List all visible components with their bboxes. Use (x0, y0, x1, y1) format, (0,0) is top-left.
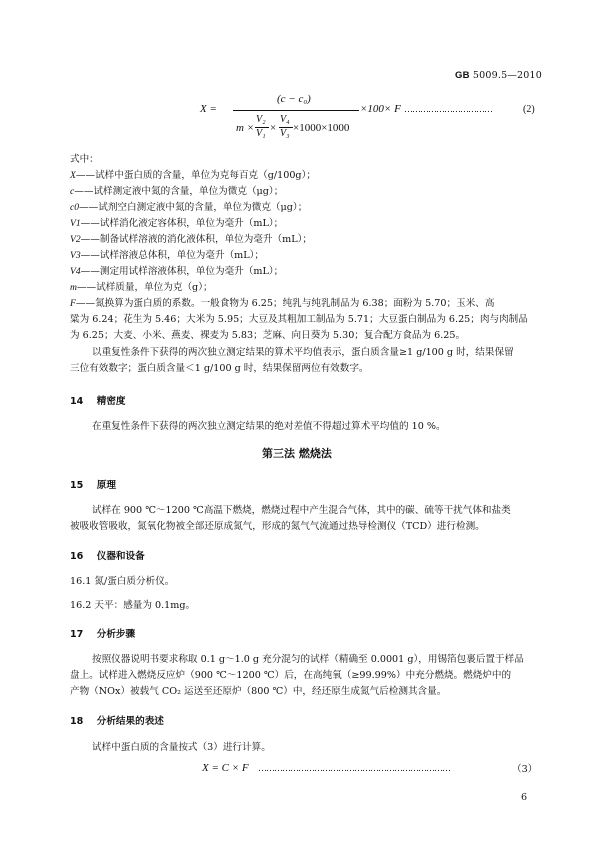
section-17-line: 按照仪器说明书要求称取 0.1 g～1.0 g 充分混匀的试样（精确至 0.0001 g），用锡箔包裹后置于样品 (92, 654, 524, 665)
formula-3-dots: ……………………………………………………………… (258, 763, 450, 773)
definition-F (70, 296, 494, 311)
formula-3-expression: X = C × F (202, 762, 249, 774)
where-label: 式中： (70, 154, 99, 165)
standard-code: 5009.5—2010 (472, 70, 543, 81)
section-15-line: 试样在 900 ℃～1200 ℃高温下燃烧，燃烧过程中产生混合气体，其中的碳、硫等干扰气体和盐类 (92, 505, 511, 516)
definition-symbol: V1 (70, 218, 81, 229)
formula-3-number: （3） (512, 764, 538, 775)
definition-text: ——试剂空白测定液中氮的含量，单位为微克（μg）； (79, 202, 308, 213)
section-17-line: 产物（NOx）被载气 CO₂ 运送至还原炉（800 ℃）中，经还原生成氮气后检测其含量。 (70, 686, 447, 697)
section-title: 原理 (96, 480, 116, 491)
section-title: 分析步骤 (96, 629, 136, 640)
definition-text: ——试样溶液总体积，单位为毫升（mL）； (80, 250, 265, 261)
definition-X (70, 168, 316, 183)
formula2-numerator: (c − c₀) (277, 93, 311, 105)
section-16-1: 16.1 氮/蛋白质分析仪。 (70, 576, 175, 587)
definition-c0 (70, 200, 307, 215)
section-16-2: 16.2 天平：感量为 0.1mg。 (70, 600, 196, 611)
section-number: 16 (70, 551, 84, 562)
definition-text: ——试样质量，单位为克（g）； (76, 282, 213, 293)
section-number: 15 (70, 480, 84, 491)
definition-c (70, 184, 283, 199)
definition-symbol: c0 (70, 202, 80, 213)
definition-V1 (70, 216, 283, 231)
section-17-line: 盘上。试样进入燃烧反应炉（900 ℃～1200 ℃）后，在高纯氧（≥99.99%）中充分燃烧。燃烧炉中的 (70, 670, 512, 681)
section-17-heading (70, 626, 135, 640)
definition-V3 (70, 248, 264, 263)
definition-symbol: m (70, 282, 77, 293)
section-number: 14 (70, 396, 84, 407)
section-title: 仪器和设备 (96, 551, 145, 562)
formula2-v3: V₃ (280, 128, 290, 139)
method-3-title: 第三法 燃烧法 (262, 447, 332, 460)
section-18-text: 试样中蛋白质的含量按式（3）进行计算。 (92, 742, 271, 753)
formula2-main-fraction-bar (233, 110, 359, 111)
formula2-dots: …………………………… (404, 104, 492, 114)
formula2-denominator-m: m × (236, 122, 255, 134)
definition-symbol: V4 (70, 266, 81, 277)
formula2-denominator-tail: ×1000×1000 (293, 122, 350, 134)
section-15-line: 被吸收管吸收，氮氧化物被全部还原成氮气，形成的氮气气流通过热导检测仪（TCD）进行检测。 (70, 521, 485, 532)
section-title: 分析结果的表述 (96, 716, 164, 727)
standard-prefix: GB (455, 70, 470, 81)
definition-symbol: F (70, 298, 76, 309)
section-title: 精密度 (96, 396, 126, 407)
definition-text: ——试样中蛋白质的含量，单位为克每百克（g/100g）； (75, 170, 316, 181)
formula2-times: × (270, 122, 277, 134)
page-number: 6 (521, 792, 528, 803)
formula2-v2: V₂ (256, 114, 266, 125)
standard-number (455, 70, 542, 81)
definition-V4 (70, 264, 283, 279)
definition-text: ——制备试样溶液的消化液体积，单位为毫升（mL）； (80, 234, 312, 245)
formula2-v1: V₁ (256, 128, 266, 139)
definition-text: ——试样测定液中氮的含量，单位为微克（μg）； (74, 186, 284, 197)
formula2-v4: V₄ (280, 114, 290, 125)
definition-text: ——试样消化液定容体积，单位为毫升（mL）； (80, 218, 284, 229)
section-15-heading (70, 477, 116, 491)
definition-m (70, 280, 213, 295)
section-18-heading (70, 713, 164, 727)
definition-text: ——测定用试样溶液体积，单位为毫升（mL）； (80, 266, 284, 277)
definition-symbol: V2 (70, 234, 81, 245)
formula2-number: (2) (523, 104, 535, 115)
section-14-text: 在重复性条件下获得的两次独立测定结果的绝对差值不得超过算术平均值的 10 %。 (92, 421, 446, 432)
section-16-heading (70, 548, 145, 562)
section-number: 17 (70, 629, 84, 640)
section-14-heading (70, 393, 126, 407)
definition-symbol: V3 (70, 250, 81, 261)
definition-V2 (70, 232, 312, 247)
definition-F-continued: 粱为 6.24；花生为 5.46；大米为 5.95；大豆及其粗加工制品为 5.71；大豆蛋白制品为 6.25；肉与肉制品 (70, 314, 528, 325)
formula2-lhs: X = (200, 103, 217, 115)
definition-text: ——氮换算为蛋白质的系数。一般食物为 6.25；纯乳与纯乳制品为 6.38；面粉为 5.70；玉米、高 (75, 298, 495, 309)
definition-symbol: X (70, 170, 76, 181)
result-paragraph-line: 三位有效数字；蛋白质含量＜1 g/100 g 时，结果保留两位有效数字。 (70, 363, 369, 374)
result-paragraph-line: 以重复性条件下获得的两次独立测定结果的算术平均值表示，蛋白质含量≥1 g/100 g 时，结果保留 (92, 347, 514, 358)
formula2-tail: ×100× F (360, 103, 401, 115)
definition-symbol: c (70, 186, 75, 197)
section-number: 18 (70, 716, 84, 727)
definition-F-continued: 为 6.25；大麦、小米、燕麦、裸麦为 5.83；芝麻、向日葵为 5.30；复合配方食品为 6.25。 (70, 330, 466, 341)
